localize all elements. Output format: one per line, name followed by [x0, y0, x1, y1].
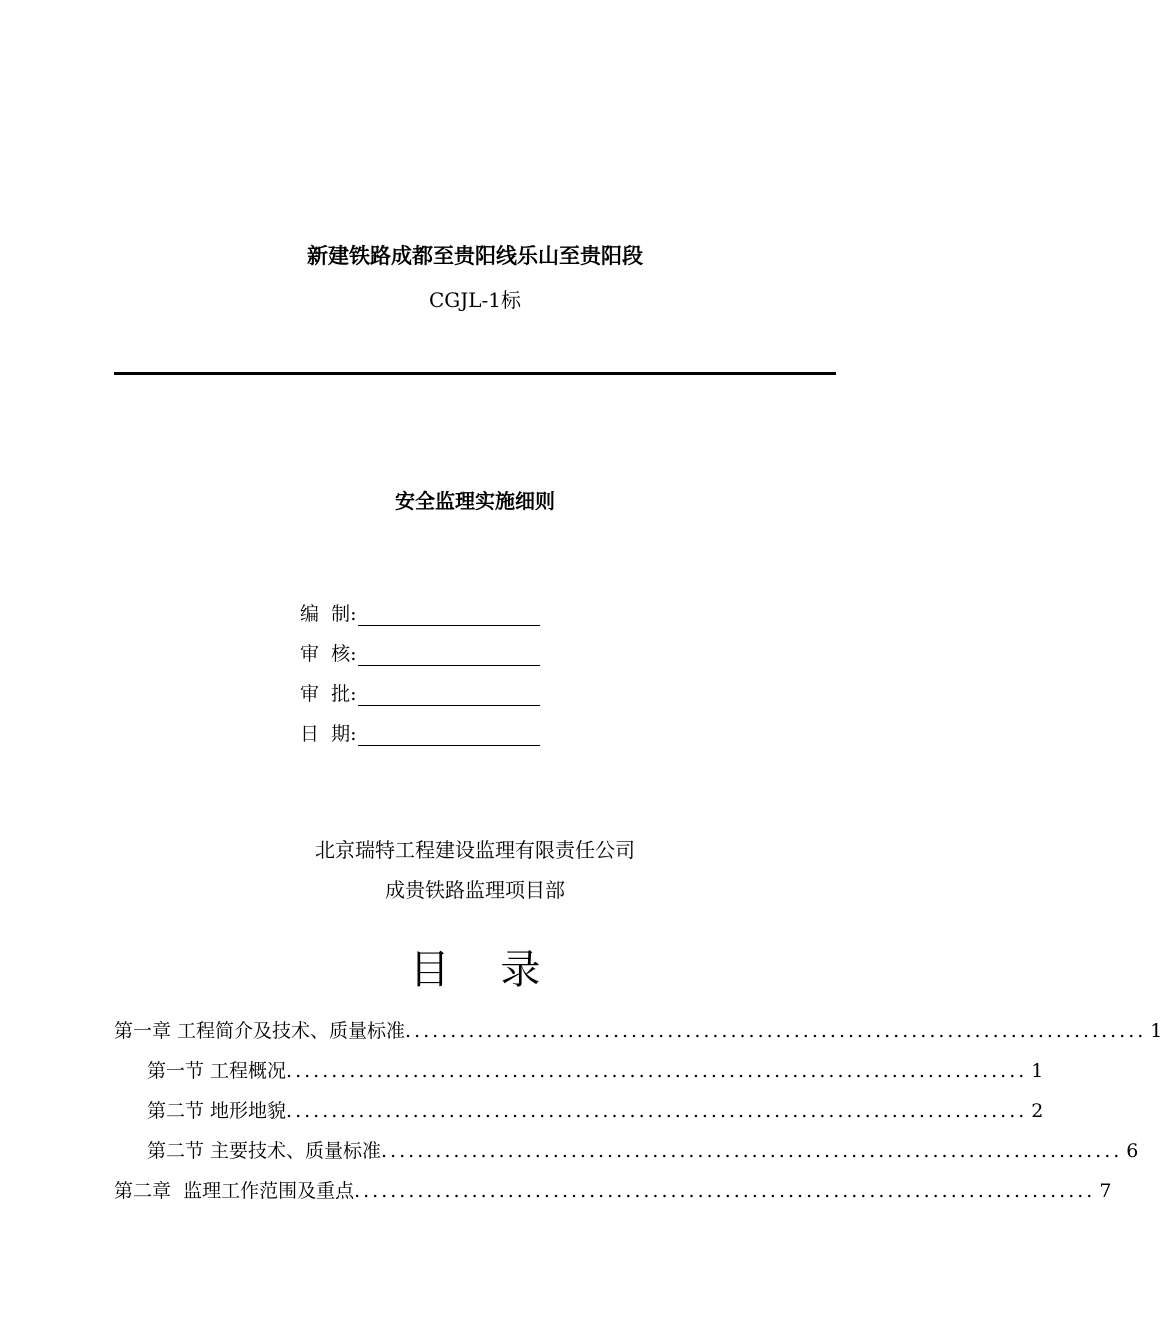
sign-row-compile [300, 598, 540, 626]
sign-label: 编 制: [300, 603, 357, 625]
toc-entry-text: 第二节 主要技术、质量标准 [147, 1140, 382, 1162]
toc-entry-page: 1 [1031, 1060, 1044, 1082]
toc-entry-page: 1 [1150, 1020, 1162, 1042]
toc-leader-dots: .................................................................................. [286, 1060, 1028, 1082]
toc-title: 目 录 [409, 947, 541, 993]
toc-entry-page: 6 [1126, 1140, 1139, 1162]
sign-row-review [300, 638, 540, 666]
sign-label: 日 期: [300, 723, 357, 745]
sign-line [358, 603, 540, 626]
toc-leader-dots: .................................................................................. [286, 1100, 1028, 1122]
toc-leader-dots: .................................................................................. [354, 1180, 1096, 1202]
toc-entry[interactable] [147, 1056, 1044, 1084]
sign-line [358, 683, 540, 706]
toc-entry-text: 第一章 工程简介及技术、质量标准 [114, 1020, 406, 1042]
toc-entry[interactable] [114, 1016, 1162, 1044]
cover-title-line1: 新建铁路成都至贵阳线乐山至贵阳段 [307, 244, 643, 268]
toc-entry-text: 第二章 监理工作范围及重点 [114, 1180, 355, 1202]
sign-row-approve [300, 678, 540, 706]
sign-label: 审 批: [300, 683, 357, 705]
toc-entry[interactable] [147, 1096, 1044, 1124]
toc-entry-text: 第二节 地形地貌 [147, 1100, 287, 1122]
sign-label: 审 核: [300, 643, 357, 665]
document-title: 安全监理实施细则 [395, 489, 555, 513]
toc-entry[interactable] [147, 1136, 1139, 1164]
toc-entry[interactable] [114, 1176, 1112, 1204]
toc-leader-dots: .................................................................................. [381, 1140, 1123, 1162]
toc-entry-text: 第一节 工程概况 [147, 1060, 287, 1082]
sign-line [358, 643, 540, 666]
horizontal-rule [114, 372, 836, 375]
company-name: 北京瑞特工程建设监理有限责任公司 [315, 838, 635, 862]
cover-title-line2: CGJL-1标 [428, 288, 522, 312]
department-name: 成贵铁路监理项目部 [385, 878, 565, 902]
sign-line [358, 723, 540, 746]
sign-row-date [300, 718, 540, 746]
toc-leader-dots: .................................................................................. [405, 1020, 1147, 1042]
toc-entry-page: 7 [1099, 1180, 1112, 1202]
toc-entry-page: 2 [1031, 1100, 1044, 1122]
